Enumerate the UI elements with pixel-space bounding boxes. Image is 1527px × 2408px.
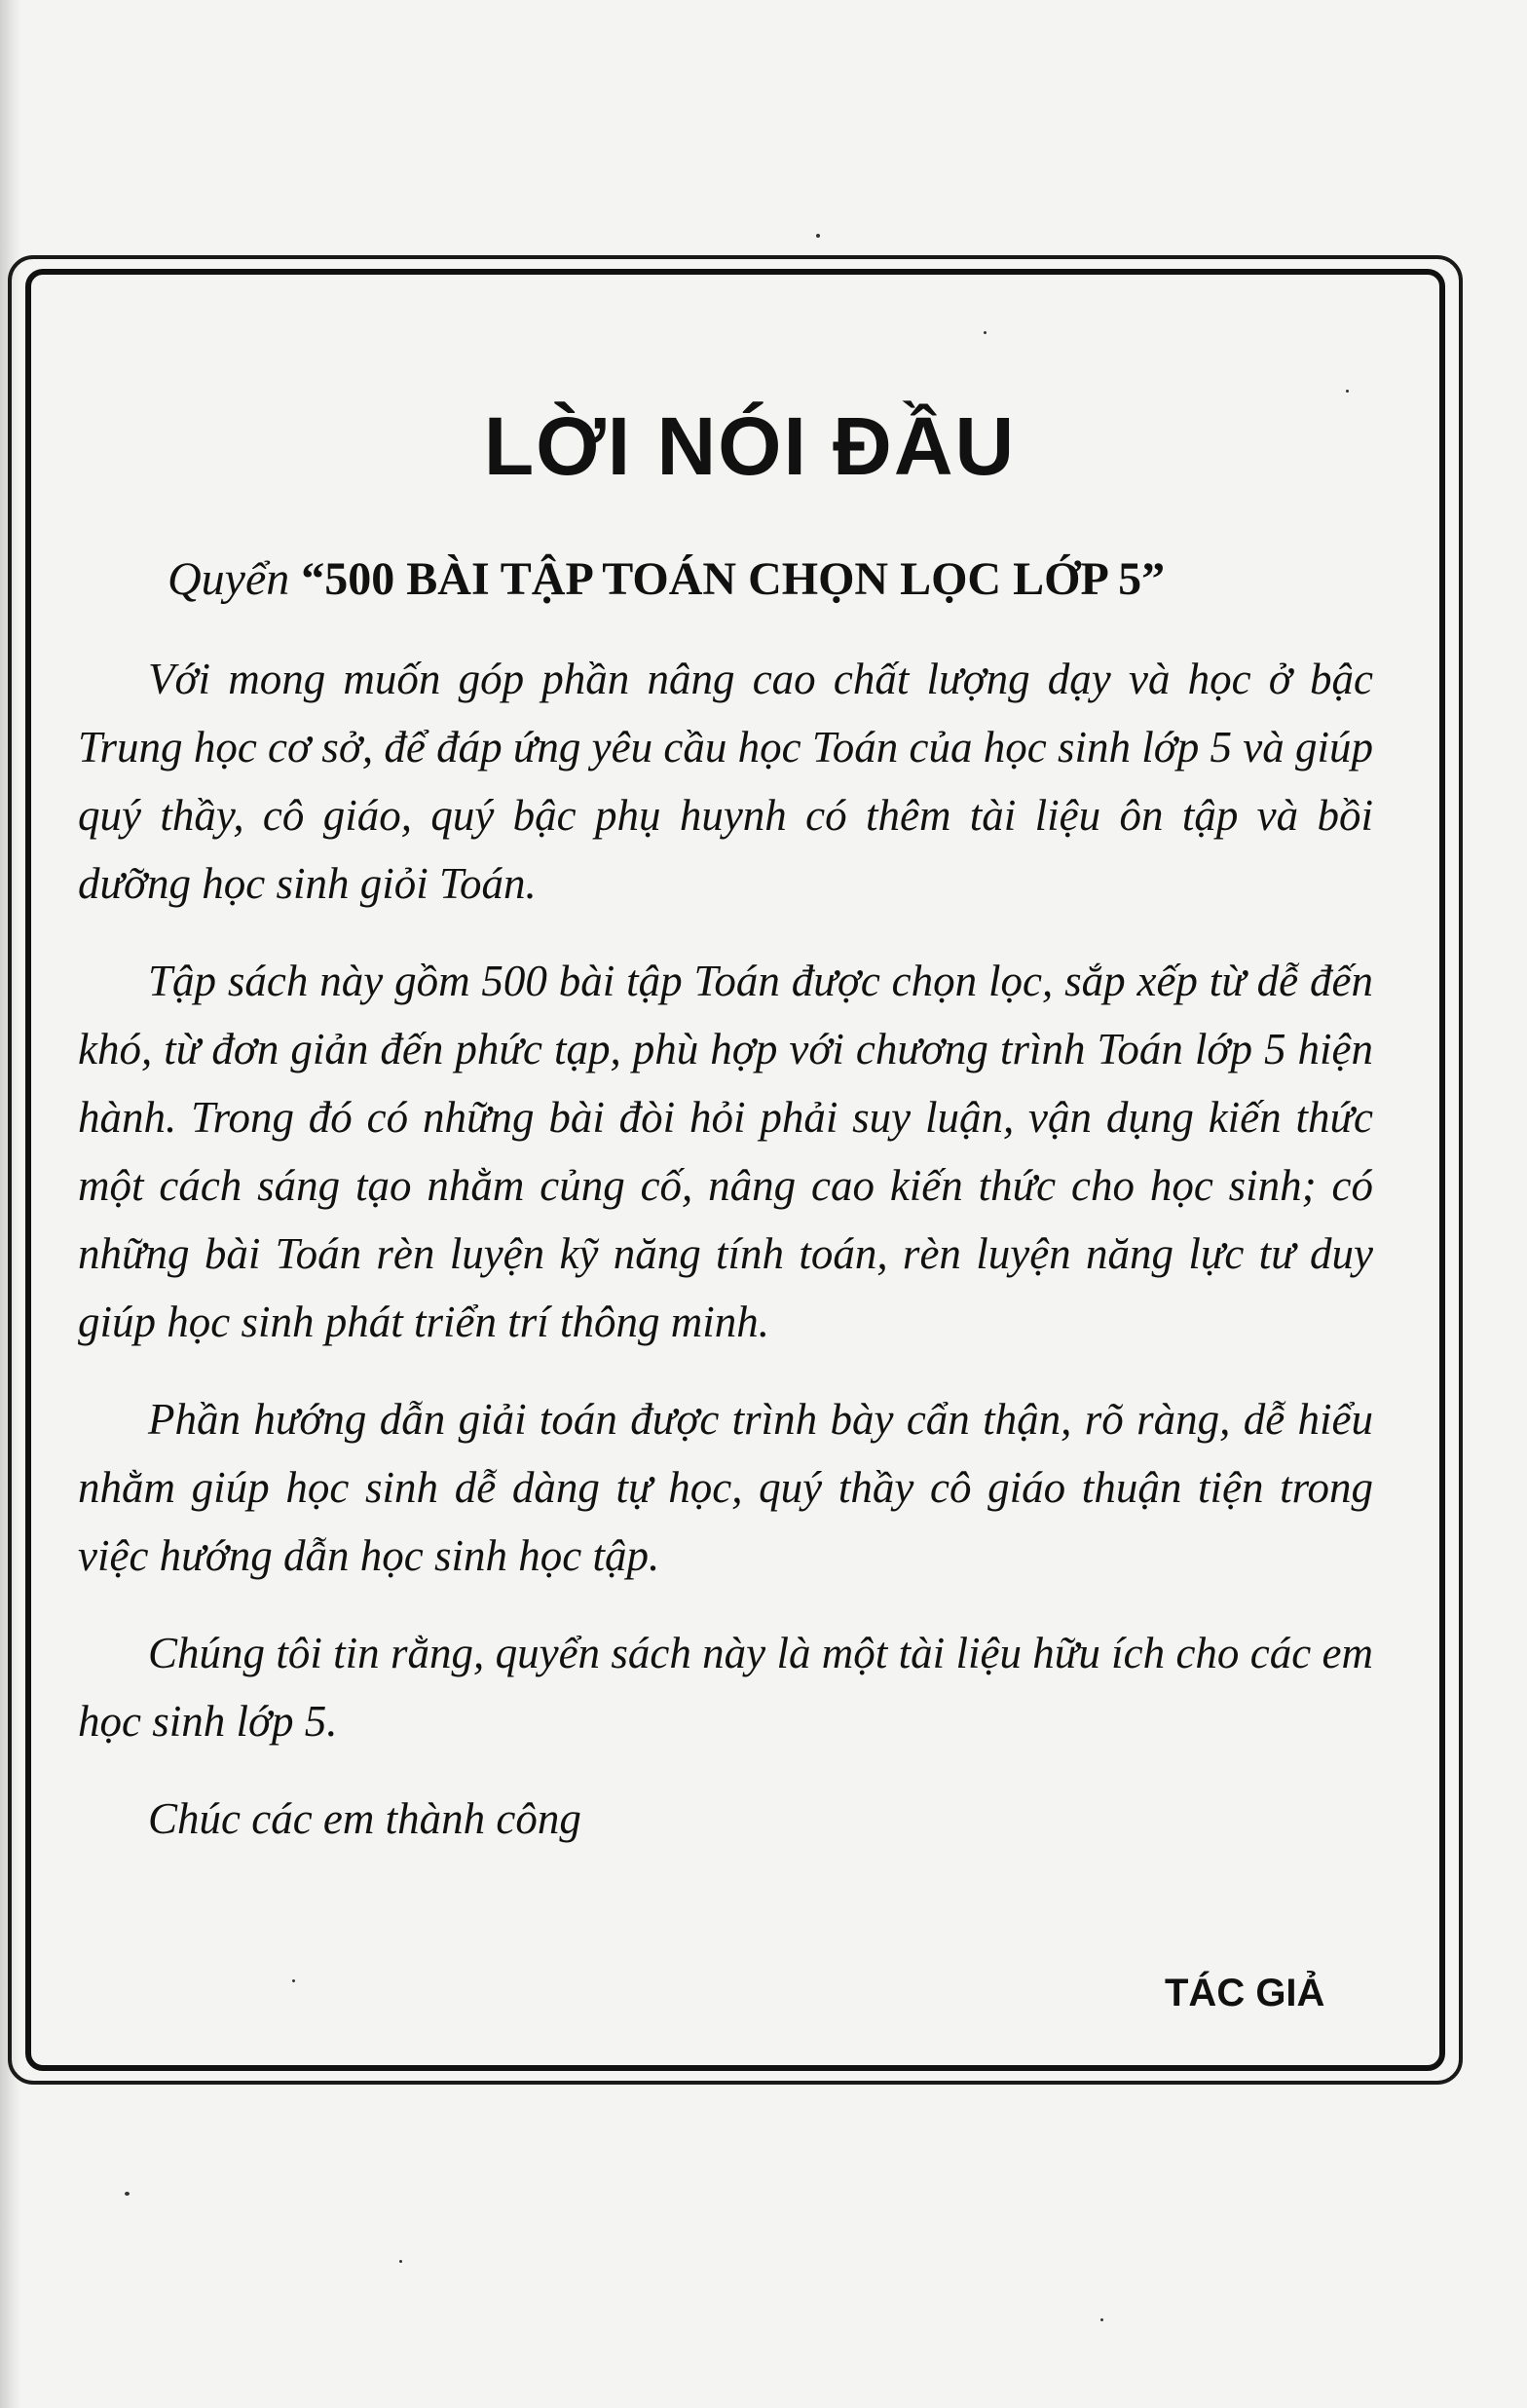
page-title: LỜI NÓI ĐẦU bbox=[483, 400, 1017, 493]
preface-body bbox=[78, 645, 1373, 1882]
scan-speck bbox=[125, 2192, 130, 2196]
book-title-name: “500 BÀI TẬP TOÁN CHỌN LỌC LỚP 5” bbox=[301, 553, 1166, 605]
closing-line: Chúc các em thành công bbox=[148, 1794, 581, 1843]
author-signature: TÁC GIẢ bbox=[1165, 1972, 1325, 2014]
scan-speck bbox=[1346, 390, 1349, 393]
paragraph-4: Chúng tôi tin rằng, quyển sách này là một tài liệu hữu ích cho các em học sinh lớp 5. bbox=[78, 1629, 1373, 1746]
paragraph-3: Phần hướng dẫn giải toán được trình bày cẩn thận, rõ ràng, dễ hiểu nhằm giúp học sinh dễ dàng tự học, quý thầy cô giáo thuận tiện trong việc hướng dẫn học sinh học tập. bbox=[78, 1395, 1373, 1580]
scan-speck bbox=[399, 2260, 402, 2263]
book-title-lead: Quyển bbox=[168, 553, 290, 605]
paragraph-2: Tập sách này gồm 500 bài tập Toán được chọn lọc, sắp xếp từ dễ đến khó, từ đơn giản đến phức tạp, phù hợp với chương trình Toán lớp 5 hiện hành. Trong đó có những bài đòi hỏi phải suy luận, vận dụng kiến thức một cách sáng tạo nhằm củng cố, nâng cao kiến thức cho học sinh; có những bài Toán rèn luyện kỹ năng tính toán, rèn luyện năng lực tư duy giúp học sinh phát triển trí thông minh. bbox=[78, 957, 1373, 1346]
scan-speck bbox=[292, 1979, 295, 1982]
paragraph-1: Với mong muốn góp phần nâng cao chất lượng dạy và học ở bậc Trung học cơ sở, để đáp ứng yêu cầu học Toán của học sinh lớp 5 và giúp quý thầy, cô giáo, quý bậc phụ huynh có thêm tài liệu ôn tập và bồi dưỡng học sinh giỏi Toán. bbox=[78, 655, 1373, 908]
scan-speck bbox=[984, 331, 987, 334]
scan-speck bbox=[1100, 2318, 1103, 2321]
scan-speck bbox=[816, 234, 820, 238]
book-title-line bbox=[168, 551, 1165, 608]
